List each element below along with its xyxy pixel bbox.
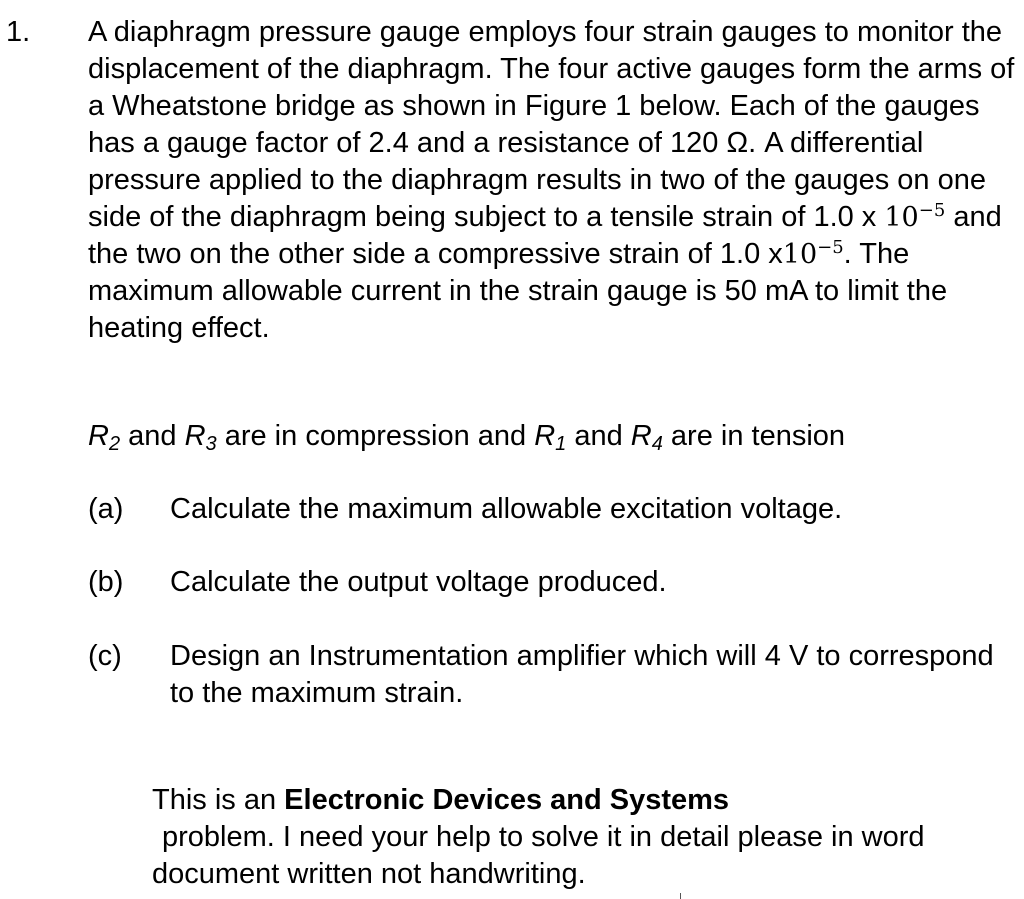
resistor-condition: $R_2$ and $R_3$ are in compression and $R_1$ and $R_4$ are in tension [88, 420, 846, 455]
subject-name: Electronic Devices and Systems [284, 784, 730, 816]
part-text: Design an Instrumentation amplifier which will 4 V to correspond to the maximum strain. [170, 640, 994, 709]
part-c [88, 638, 1008, 712]
part-label: (a) [88, 493, 124, 525]
part-text: Calculate the output voltage produced. [170, 566, 667, 598]
request-note: This is an Electronic Devices and Systems problem. I need your help to solve it in detail please in word document written not handwriting. [152, 782, 1012, 893]
question-text-part2: and the two on the other side a compressive strain of 1.0 x [88, 201, 1002, 270]
question-text-part3: . The maximum allowable current in the strain gauge is 50 mA to limit the heating effect. [88, 238, 948, 344]
question-number: 1. [6, 16, 31, 48]
part-b [88, 564, 1008, 601]
question-paragraph [88, 14, 1018, 347]
part-text: Calculate the maximum allowable excitation voltage. [170, 493, 843, 525]
note-line-2: problem. I need your help to solve it in detail please in word [162, 821, 925, 853]
tensile-strain-value: $10^{-5}$ [884, 200, 946, 233]
compressive-strain-value: $10^{-5}$ [782, 237, 844, 270]
part-a [88, 491, 1008, 528]
part-label: (b) [88, 566, 124, 598]
part-label: (c) [88, 640, 122, 672]
question-text-part1: A diaphragm pressure gauge employs four strain gauges to monitor the displacement of the diaphragm. The four active gauges form the arms of a Wheatstone bridge as shown in Figure 1 below. Each of the gauges has a gauge factor of 2.4 and a resistance of 120 Ω. A differential pressure applied to the diaphragm results in two of the gauges on one side of the diaphragm being subject to a tensile strain of 1.0 x [88, 16, 1015, 233]
note-line-3: document written not handwriting. [152, 858, 586, 890]
cursor-mark [680, 893, 681, 899]
question-statement [88, 14, 1018, 347]
